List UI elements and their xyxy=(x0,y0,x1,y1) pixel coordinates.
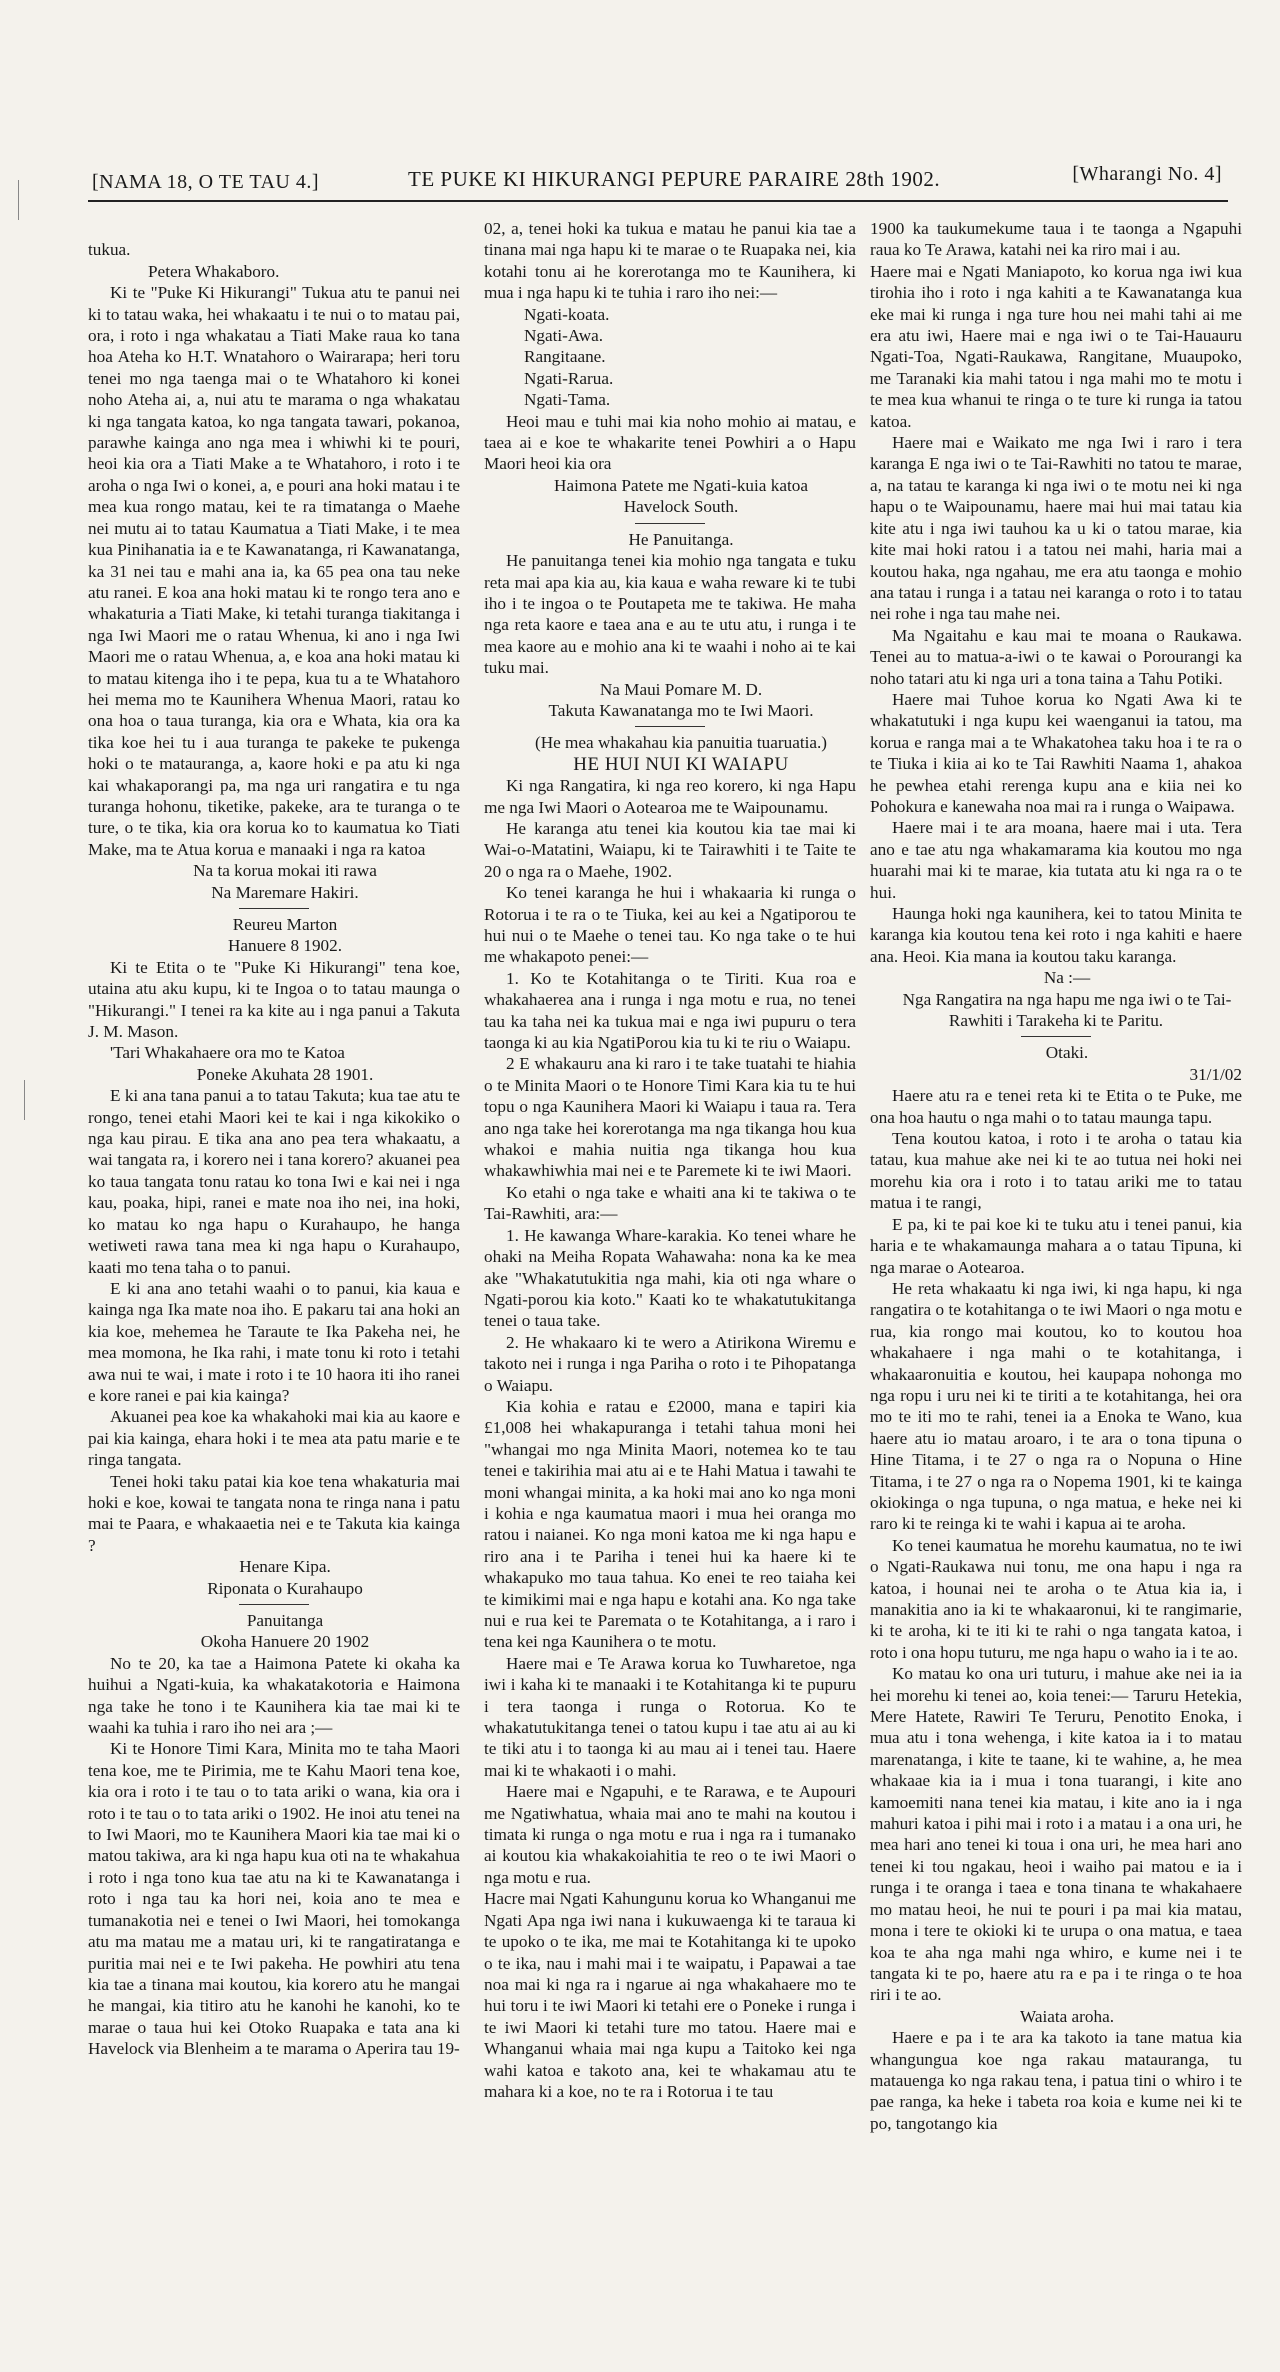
article-body: 2 E whakauru ana ki raro i te take tuatahi te hiahia o te Minita Maori o te Honore Timi Kara kia tu te hui topu o nga Kaunihera Maori ki Waiapu i taua ra. Tera ano nga take hei korerotanga ma nga tikanga hou kua whakoi e mahia nuitia nga tikanga hou kua whakawhiwhia mai nei e te Paremete ki te iwi Maori. xyxy=(484,1054,856,1181)
section-rule xyxy=(239,1604,309,1605)
article-body: Haunga hoki nga kaunihera, kei to tatou Minita te karanga kia koutou tena kei roto i nga kahiti e haere ana. Heoi. Kia mana ia koutou taku karanga. xyxy=(870,904,1242,966)
binding-mark-lower xyxy=(24,1080,29,1120)
article-body: Ki te Etita o te "Puke Ki Hikurangi" tena koe, utaina atu aku kupu, ki te Ingoa o to tatau maunga o "Hikurangi." I tenei ra ka kite au i nga panui a Takuta J. M. Mason. xyxy=(88,957,460,1042)
column-2 xyxy=(484,218,856,2102)
signature-place: Havelock South. xyxy=(623,497,739,517)
article-body: 'Tari Whakahaere ora mo te Katoa xyxy=(110,1043,345,1063)
poem-title: Waiata aroha. xyxy=(1019,2006,1115,2026)
article-body: Ma Ngaitahu e kau mai te moana o Raukawa. Tenei au to matua-a-iwi o te kawai o Porourangi ka noho tatari atu ki nga uri a tona taina a Tahu Potiki. xyxy=(870,625,1242,688)
signature-name: Nga Rangatira na nga hapu me nga iwi o te Tai-Rawhiti i Tarakeha ki te Paritu. xyxy=(902,989,1232,1031)
continuation-word: tukua. xyxy=(88,240,131,260)
article-body: Ki nga Rangatira, ki nga reo korero, ki nga Hapu me nga Iwi Maori o Aotearoa me te Waipounamu. xyxy=(484,776,856,817)
article-date: Okoha Hanuere 20 1902 xyxy=(200,1632,370,1652)
article-body: 1. He kawanga Whare-karakia. Ko tenei whare he ohaki na Meiha Ropata Wahawaha: nona ka ke mea ake "Whakatutukitia nga mahi, kia oti nga whare o Ngati-porou kia koto." Kaati ko te whakatutukitanga tenei o taua take. xyxy=(484,1225,856,1331)
article-body: 1900 ka taukumekume taua i te taonga a Ngapuhi raua ko Te Arawa, katahi nei ka riro mai i au. xyxy=(870,219,1242,260)
signature-name: Na Maui Pomare M. D. xyxy=(599,679,763,699)
article-body: 02, a, tenei hoki ka tukua e matau he panui kia tae a tinana mai nga hapu ki te marae o te Ruapaka nei, kia kotahi tonu ai he korerotanga mo te Kaunihera, ki mua i nga hapu ki te tuhia i raro iho nei:— xyxy=(484,219,856,303)
article-body: Ki te Honore Timi Kara, Minita mo te taha Maori tena koe, me te Pirimia, me te Kahu Maori tena koe, kia ora i roto i te tau o to tata ariki o wana, kia ora i roto i te tau o to tata ariki o 1902. He inoi atu tenei na to Iwi Maori, mo te Kaunihera Maori kia tae mai ki o matou takiwa, ara ki nga hapu kua oti na te whakahua i roto i nga tono kua tae atu na ki te Kawanatanga i roto i nga tau ka hori nei, koia ano te mea e tumanakotia nei e tenei o Iwi Maori, hei tomokanga atu ma matau me a matau uri, ki te rangatiratanga e puritia mai nei e te Iwi pakeha. He powhiri atu tena kia tae a tinana mai koutou, kia korero atu he mangai he mangai, kia titiro atu he kanohi he kanohi, ko te marae o taua hui kei Otoko Ruapaka e tata ana ki Havelock via Blenheim a te marama o Aperira tau 19- xyxy=(88,1739,460,2059)
list-item: Rangitaane. xyxy=(524,347,606,367)
article-body: Haere mai Tuhoe korua ko Ngati Awa ki te whakatutuki i nga kupu kei waenganui ia tatou, ma korua e ranga mai a te Whakatohea taku hoa i te ra o te Tiuka i kiia ai ko te Tai Rawhiti Naama 1, ahakoa he pewhea etahi rerenga kupu ana e kiia nei ko Pohokura e kanewaha noa mai ra i runga o Waipawa. xyxy=(870,689,1242,816)
article-continuation xyxy=(88,218,460,282)
article-body: Ko tenei kaumatua he morehu kaumatua, no te iwi o Ngati-Raukawa nui tonu, me ona hapu i nga ra katoa, i hounai nei te aroha o te Atua kia ia, i manakitia ano ia ki te whakaaronui, ki te rangimarie, ki te aroha, ki te iti ki te rahi o nga tangata katoa, i roto i ona hopu tuturu, me nga hapu o waho ia i te ao. xyxy=(870,1535,1242,1662)
article-body: Haere atu ra e tenei reta ki te Etita o te Puke, me ona hoa hautu o nga mahi o to tatau maunga tapu. xyxy=(870,1086,1242,1127)
masthead xyxy=(88,150,1228,202)
column-3 xyxy=(870,218,1242,2134)
article-title-petera: Petera Whakaboro. xyxy=(148,261,280,281)
article-title-panuitanga: Panuitanga xyxy=(246,1611,324,1630)
signature-name: Henare Kipa. xyxy=(239,1557,331,1577)
page-number: [Wharangi No. 4] xyxy=(1072,163,1222,185)
article-date: Poneke Akuhata 28 1901. xyxy=(196,1064,374,1084)
article-subtitle: (He mea whakahau kia panuitia tuaruatia.) xyxy=(534,733,828,753)
section-rule xyxy=(1021,1036,1091,1037)
article-body: He karanga atu tenei kia koutou kia tae mai ki Wai-o-Matatini, Waiapu, ki te Tairawhiti i te Taite te 20 o nga ra o Maehe, 1902. xyxy=(484,818,856,881)
newspaper-title: TE PUKE KI HIKURANGI PEPURE PARAIRE 28th 1902. xyxy=(408,167,941,191)
list-item: Ngati-Tama. xyxy=(524,390,611,410)
signature-title: Takuta Kawanatanga mo te Iwi Maori. xyxy=(548,700,814,720)
article-body: Haere mai i te ara moana, haere mai i uta. Tera ano e tae atu nga whakamarama kia koutou mo nga huarahi mai ki te marae, kia tutata atu ki nga ra o te hui. xyxy=(870,818,1242,902)
section-rule xyxy=(635,726,705,727)
article-title-he-panuitanga: He Panuitanga. xyxy=(628,529,734,549)
article-date: Hanuere 8 1902. xyxy=(227,936,343,956)
article-body: Tenei hoki taku patai kia koe tena whakaturia mai hoki e koe, kowai te tangata nona te ringa nana i patu mai te Paara, e whakaaetia nei e te Takuta kia kainga ? xyxy=(88,1471,460,1555)
article-body: No te 20, ka tae a Haimona Patete ki okaha ka huihui a Ngati-kuia, ka whakatakotoria e Haimona nga take he tono i te Kaunihera kia tae mai ki te waahi ka tuhia i raro iho nei ara ;— xyxy=(88,1653,460,1738)
article-body: Ko etahi o nga take e whaiti ana ki te takiwa o te Tai-Rawhiti, ara:— xyxy=(484,1182,856,1224)
article-body: Kia kohia e ratau e £2000, mana e tapiri kia £1,008 hei whakapuranga i tetahi tahua moni hei "whangai mo nga Minita Maori, notemea ko te tau tenei e takirihia mai atu ai e te Hahi Matua i tawahi te moni whangai minita, a ka hoki mai ano ko nga moni i kohia e nga kaumatua maori i mua hei oranga mo ratou i naianei. Ko nga moni katoa me ki nga hapu e riro ana i te Pariha i tenei hui ka haere ki te whakapuko mo taua tahua. Ko enei te reo taiaha kei te kimikimi mai e nga hapu e kotahi ana. Ko nga take nui e rua kei te Paremata o te Kotahitanga, a i raro i tena kei nga Kaunihera o te motu. xyxy=(484,1396,856,1652)
section-rule xyxy=(635,523,705,524)
article-body: 2. He whakaaro ki te wero a Atirikona Wiremu e takoto nei i runga i nga Pariha o roto i te Pihopatanga o Waiapu. xyxy=(484,1332,856,1395)
article-body: Akuanei pea koe ka whakahoki mai kia au kaore e pai kia kainga, ehara hoki i te mea ata patu marie e te ringa tangata. xyxy=(88,1407,460,1470)
list-item: Ngati-Rarua. xyxy=(524,368,614,388)
article-title-reureu: Reureu Marton xyxy=(232,915,338,934)
issue-number: [NAMA 18, O TE TAU 4.] xyxy=(92,171,319,193)
article-body: Tena koutou katoa, i roto i te aroha o tatau kia tatau, kua mahue ake nei ki te ao tutua nei hoki nei morehu kia ora i roto i to tatau ariki me to tatau matua i te rangi, xyxy=(870,1129,1242,1213)
list-item: Ngati-koata. xyxy=(524,304,610,324)
signature-name: Na Maremare Hakiri. xyxy=(211,882,359,902)
article-body: E ki ana tana panui a to tatau Takuta; kua tae atu te rongo, tenei etahi Maori kei te kai i nga kikokiko o nga kau pirau. E tika ana ano pea tera whakaatu, a wai tangata ra, i korero nei i tana korero? akuanei pea ko taua tangata tonu ratau ko tona Iwi e kai nei i nga kau, poaka, hipi, ranei e mate noa iho nei, ina hoki, ko matau ko nga hapu o Kurahaupo, he hanga wetiweti rawa tana mea ki nga hapu o Kurahaupo, kaati mo tena taha o to panui. xyxy=(88,1086,460,1277)
signature-place: Riponata o Kurahaupo xyxy=(207,1578,363,1598)
article-body: E pa, ki te pai koe ki te tuku atu i tenei panui, kia haria e te whakamaunga mahara a o tatau Tipuna, ki nga marae o Aotearoa. xyxy=(870,1214,1242,1277)
article-body: Haere mai e Ngapuhi, e te Rarawa, e te Aupouri me Ngatiwhatua, whaia mai ano te mahi na koutou i timata ki runga o nga motu e rua i nga ra i tumanako ai koutou kia whakakoiahitia te reo o te iwi Maori o nga motu e rua. xyxy=(484,1782,856,1887)
article-body: Ko tenei karanga he hui i whakaaria ki runga o Rotorua i te ra o te Tiuka, kei au kei a Ngatiporou te hui nui o te Maehe o tenei tau. Ko nga take o te hui me whakapoto penei:— xyxy=(484,883,856,967)
article-body: E ki ana ano tetahi waahi o to panui, kia kaua e kainga nga Ika mate noa iho. E pakaru tai ana hoki an kia koe, mehemea he Taraute te Ika Pakeha nei, he mea momona, he Ika rahi, i mate tonu ki roto i tetahi awa nui te wai, i mate i roto i te 10 haora iti iho ranei e kore ranei e pai kia kainga? xyxy=(88,1278,460,1405)
column-1 xyxy=(88,218,460,2060)
list-item: Ngati-Awa. xyxy=(524,326,604,346)
article-body: Ki te "Puke Ki Hikurangi" Tukua atu te panui nei ki to tatau waka, hei whakaatu i te nui o to matau pai, ora, i roto i nga whakatau a Tiati Make raua ko tana hoa Ateha ko H.T. Wnatahoro o Wairarapa; heri toru tenei mo nga taenga mai o te Whatahoro ki konei noho Ateha ai, a, nui atu te marama o nga whakatau ki nga tangata katoa, ko nga tangata tawari, pokanoa, parawhe kainga ano nga mea i whiwhi ki te pouri, heoi kia ora a Tiati Make a te Whatahoro, i roto i te aroha o nga Iwi o konei, a, e pouri ana hoki matau i te mea kua rongo matau, kei te ra timatanga o Maehe nei mutu ai to tatau Kaumatua a Tiati Make, i te mea kua Pinihanatia ia e te Kawanatanga, ri Kawanatanga, ka 31 nei tau e mahi ana ia, ka 65 pea ona tau neke atu ranei. E koa ana hoki matau ki te rongo tera ano e whakaturia a Tiati Make, ki tetahi turanga tiakitanga i nga Iwi Maori me o ratau Whenua, ki ano i nga Iwi Maori me o ratau Whenua, a, e koa ana hoki matau ki to matau kitenga iho i te pepa, kua tu a te Whatahoro hei mema mo te Kaunihera Whenua Maori, ratau ko ona hoa o taua turanga, kia ora e Whata, kia ora ka tika koe hei tu i aua turanga te pakeke te pukenga hoki o te matauranga, a, kaore hoki e pa atu ki nga kai whakaporangi pa, ma nga uri rangatira e tu nga turanga hohonu, tiketike, pakeke, ara te turanga o te ture, o te tika, kia ora korua ko to kaumatua ko Tiati Make, ma te Atua korua e manaaki i nga ra katoa xyxy=(88,283,460,859)
article-body: Haere mai e Ngati Maniapoto, ko korua nga iwi kua tirohia iho i roto i nga kahiti a te Kawanatanga kua eke mai ki runga i nga ture hou nei mahi tahi ai me era atu iwi, Haere mai e nga iwi o te Tai-Hauauru Ngati-Toa, Ngati-Raukawa, Rangitane, Muaupoko, me Taranaki kia mahi tatou i nga mahi mo te motu i te mea kua whanui te ringa o te ture ki runga ia tatou katoa. xyxy=(870,261,1242,431)
article-body: He panuitanga tenei kia mohio nga tangata e tuku reta mai apa kia au, kia kaua e waha reware ki te tubi iho i te ingoa o te Poutapeta me te takiwa. He maha nga reta kaore e taea ana e au te utu atu, i runga i te mea kaore au e mohio ana ki te waahi i noho ai te kai tuku mai. xyxy=(484,551,856,678)
article-body: Hacre mai Ngati Kahungunu korua ko Whanganui me Ngati Apa nga iwi nana i kukuwaenga ki te taraua ki te upoko o te ika, me mai te Kotahitanga ki te upoko o te ika, nau i mahi mai i te waipatu, i Papawai a tae noa mai ki nga ra i ngarue ai nga whakahaere mo te hui toru i te iwi Maori ki tetahi ere o Poneke i runga i te iwi Maori ki tetahi ture mo tatou. Haere mai e Whanganui whaia mai nga kupu a Taitoko kei nga wahi katoa e takoto ana, kei te whakamau atu te mahara ki a koe, no te ra i Rotorua i te tau xyxy=(484,1889,856,2101)
section-rule xyxy=(239,908,309,909)
poem-body: Haere e pa i te ara ka takoto ia tane matua kia whangungua koe nga rakau matauranga, tu matauenga ko nga rakau tena, i patua tini o whiro i te pae ranga, ka heke i tabeta roa koia e kume nei ki te po, tangotango kia xyxy=(870,2028,1242,2133)
hapu-list xyxy=(524,304,856,411)
article-body: 1. Ko te Kotahitanga o te Tiriti. Kua roa e whakahaerea ana i runga i nga motu e rua, no tenei tau ka taha nei ka tukua mai e nga iwi pupuru o tera taonga ki au kia NgatiPorou kia tu ki te riu o Waiapu. xyxy=(484,968,856,1053)
signature-line: Na :— xyxy=(1043,968,1091,988)
article-body: Heoi mau e tuhi mai kia noho mohio ai matau, e taea ai e koe te whakarite tenei Powhiri a o Hapu Maori heoi kia ora xyxy=(484,411,856,474)
article-title-otaki: Otaki. xyxy=(1045,1043,1089,1063)
signature-name: Haimona Patete me Ngati-kuia katoa xyxy=(554,475,808,495)
article-date: 31/1/02 xyxy=(1189,1064,1242,1084)
signature-line: Na ta korua mokai iti rawa xyxy=(193,861,377,881)
article-body: He reta whakaatu ki nga iwi, ki nga hapu, ki nga rangatira o te kotahitanga o te iwi Maori o nga motu e rua, kia rongo mai koutou, ko to koutou hoa whakahaere i nga mahi o te kotahitanga, i whakaaronuitia e koutou, hei kaupapa nohonga mo nga ropu i uru nei ki te tiriti a te kotahitanga, hei ora mo te iti mo te rahi, tenei ia a Enoka te Wano, kua haere atu io matau aroaro, i te ara o tona tipuna o Hine Titama, i te 27 o nga ra o Nopuna o Hine Titama, i te 27 o nga ra o Nopema 1901, ki te kainga okiokinga o nga tupuna, o nga matua, e heke nei ki raro ki te reinga ki te wahi i kapua ai te aroha. xyxy=(870,1278,1242,1534)
article-title-hui-nui: HE HUI NUI KI WAIAPU xyxy=(573,753,789,775)
article-body: Haere mai e Te Arawa korua ko Tuwharetoe, nga iwi i kaha ki te manaaki i te Kotahitanga ki te pupuru i tera taonga i runga o Rotorua. Ko te whakatutukitanga tenei o tatou kupu i tae atu ai au ki te tiki atu i to taonga ki au mau ai i tenei tau. Haere mai ki te whakaoti i o mahi. xyxy=(484,1653,856,1780)
binding-mark xyxy=(18,180,23,220)
article-body: Haere mai e Waikato me nga Iwi i raro i tera karanga E nga iwi o te Tai-Rawhiti no tatou te marae, a, na tatau te karanga ki nga iwi o te motu nei ki nga hapu o te Waipounamu, haere mai hui mai tatau kia kite atu i nga iwi tauhou ka u ki o tatou marae, kia kite mai hoki ratou i a tatou nei mahi, haria mai a koutou haka, nga ngahau, me era atu taonga e mohio ana tatau i runga i a tatau nei karanga o roto i to tatau nei rohe i nga tau mahe nei. xyxy=(870,433,1242,624)
article-body: Ko matau ko ona uri tuturu, i mahue ake nei ia ia hei morehu ki tenei ao, koia tenei:— Taruru Hetekia, Mere Hatete, Rawiri Te Teruru, Penotito Enoka, i mua atu i tona wehenga, i kite katoa ia i to matau marenatanga, i kite te taane, ki te wahine, a, he mea whakaae kia ia i mua i tona tuarangi, i kite ano kamoemiti nana tenei kia matau, i kite ano ia i nga mahuri katoa i pihi mai i roto i a matau i a ona uri, he mea hari ano tenei ki toua i ona uri, he mea hari ano tenei ki tou ngakau, heoi i waiho pai matou e ia i runga i te oranga i taea e tona tinana te whakahaere mo matau heoi, he nui te pouri i pa mai kia matau, mona i tere te okioki ki te urupa o ona matua, e taea koa te aha nga mahi nga whiro, e kume nei i te tangata ki te po, haere atu ra e pa i te ringa o te hoa riri i te ao. xyxy=(870,1664,1242,2005)
